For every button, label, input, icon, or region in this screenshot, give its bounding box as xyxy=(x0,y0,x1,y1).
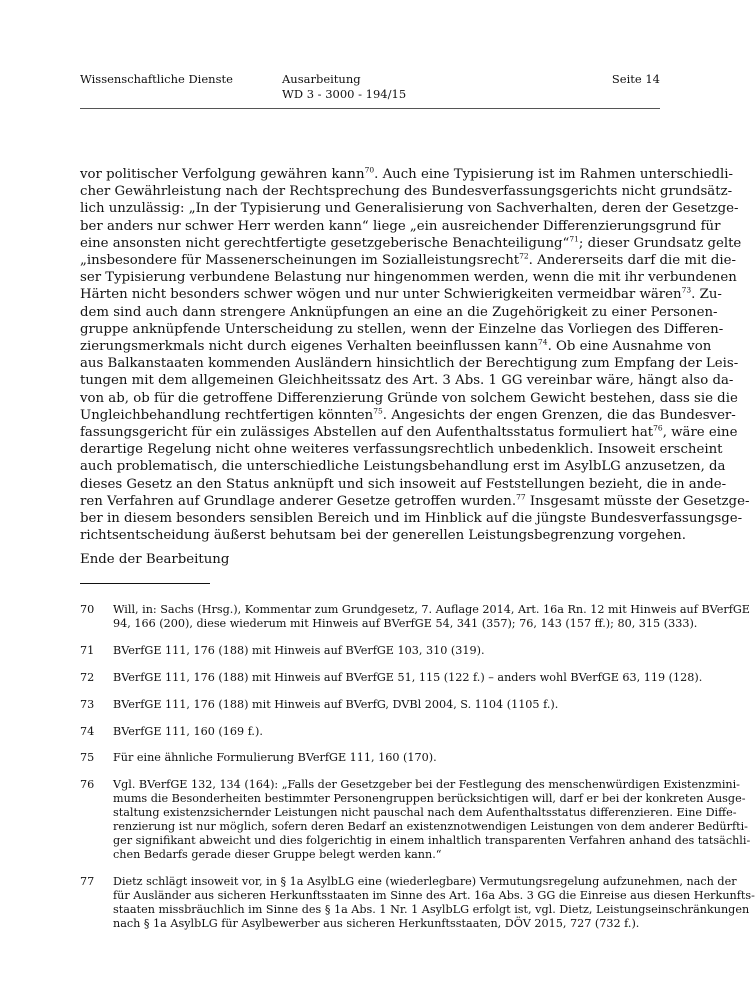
body-line-text: Härten nicht besonders schwer wögen und nur unter Schwierigkeiten vermeidbar wären xyxy=(80,287,682,303)
footnote-number: 73 xyxy=(80,697,95,711)
page-header xyxy=(80,72,660,104)
footnote-reference[interactable]: 72 xyxy=(519,251,529,261)
body-line-text: . Angesichts der engen Grenzen, die das Bundesver- xyxy=(382,407,736,423)
footnote-text: Für eine ähnliche Formulierung BVerfGE 111, 160 (170). xyxy=(113,751,437,765)
header-divider xyxy=(80,108,660,109)
body-line xyxy=(80,218,721,235)
body-line xyxy=(80,269,737,286)
body-line xyxy=(80,286,722,303)
footnote-reference[interactable]: 77 xyxy=(516,492,526,502)
body-line-text: dem sind auch dann strengere Anknüpfungen an eine an die Zugehörigkeit zu einer Personen- xyxy=(80,304,718,320)
body-line xyxy=(80,337,712,355)
footnote xyxy=(80,698,660,712)
body-line-text: fassungsgericht für ein zulässiges Abstellen auf den Aufenthaltsstatus formuliert hat xyxy=(80,425,654,441)
body-line-text: tungen mit dem allgemeinen Gleichheitssatz des Art. 3 Abs. 1 GG vereinbar wäre, hängt also da- xyxy=(80,373,734,389)
footnote-number: 76 xyxy=(80,778,95,792)
body-line xyxy=(80,406,736,424)
body-line-text: vor politischer Verfolgung gewähren kann xyxy=(80,167,365,182)
footnote-number: 74 xyxy=(80,724,95,738)
footnote-reference[interactable]: 73 xyxy=(681,286,692,295)
footnote-text: Dietz schlägt insoweit vor, in § 1a AsylbLG eine (wiederlegbare) Vermutungsregelung aufzunehmen, nach der xyxy=(113,874,737,888)
footnote xyxy=(80,603,750,631)
footnote-number: 77 xyxy=(80,874,95,888)
footnote xyxy=(80,670,703,685)
body-line-text: eine ansonsten nicht gerechtfertigte gesetzgeberische Benachteiligung“ xyxy=(80,235,570,251)
footnote-text: für Ausländer aus sicheren Herkunftsstaaten im Sinne des Art. 16a Abs. 3 GG die Einreise aus diesen Herkunfts- xyxy=(113,888,755,902)
body-line-text: . Ob eine Ausnahme von xyxy=(547,339,712,355)
footnote-number: 70 xyxy=(80,603,95,616)
footnote-text: BVerfGE 111, 176 (188) mit Hinweis auf BVerfG, DVBl 2004, S. 1104 (1105 f.). xyxy=(113,697,559,711)
footnote-reference[interactable]: 70 xyxy=(364,165,375,175)
footnote-text: staltung existenzsichernder Leistungen nicht pauschal nach dem Aufenthaltsstatus differenzieren. Eine Diffe- xyxy=(113,806,737,820)
footnote-text: BVerfGE 111, 176 (188) mit Hinweis auf BVerfGE 103, 310 (319). xyxy=(113,643,485,657)
footnote xyxy=(80,751,660,765)
body-line-text: richtsentscheidung äußerst behutsam bei der generellen Leistungsbegrenzung vorgehen. xyxy=(80,528,686,544)
body-line-text: derartige Regelung nicht ohne weiteres verfassungsrechtlich unbedenklich. Insoweit erscheint xyxy=(80,442,723,458)
body-line-text: aus Balkanstaaten kommenden Ausländern hinsichtlich der Berechtigung zum Empfang der Leis- xyxy=(80,356,739,372)
footnote-text: renzierung ist nur möglich, sofern deren Bedarf an existenznotwendigen Leistungen von dem anderer Bedürfti- xyxy=(113,820,748,834)
footnote-reference[interactable]: 74 xyxy=(538,337,548,347)
header-doc-label: Ausarbeitung xyxy=(282,72,361,86)
header-page-number: Seite 14 xyxy=(611,72,660,86)
body-line-text: . Zu- xyxy=(691,287,722,303)
footnote-text: BVerfGE 111, 176 (188) mit Hinweis auf BVerfGE 51, 115 (122 f.) – anders wohl BVerfGE 63, 119 (128). xyxy=(113,670,703,684)
footnote-list xyxy=(80,603,755,943)
body-line xyxy=(80,183,733,200)
body-line xyxy=(80,390,738,407)
footnote-text: Vgl. BVerfGE 132, 134 (164): „Falls der Gesetzgeber bei der Festlegung des menschenwürdigen Existenzmini- xyxy=(113,778,740,792)
body-line xyxy=(80,423,738,441)
body-line xyxy=(80,372,734,389)
body-line-text: zierungsmerkmals nicht durch eigenes Verhalten beeinflussen kann xyxy=(80,339,539,355)
footnote-text: ger signifikant abweicht und dies folgerichtig in einem inhaltlich transparenten Verfahren anhand des tatsächli- xyxy=(113,833,751,847)
footnote-text: BVerfGE 111, 160 (169 f.). xyxy=(113,724,263,738)
footnote-divider xyxy=(80,583,210,584)
body-line xyxy=(80,304,718,321)
footnote-reference[interactable]: 75 xyxy=(373,406,383,416)
body-line-text: . Auch eine Typisierung ist im Rahmen unterschiedli- xyxy=(374,167,734,182)
footnote-text: nach § 1a AsylbLG für Asylbewerber aus sicheren Herkunftsstaaten, DÖV 2015, 727 (732 f.). xyxy=(113,916,640,930)
footnote xyxy=(80,725,660,739)
body-line-text: dieses Gesetz an den Status anknüpft und sich insoweit auf Feststellungen bezieht, die in ande- xyxy=(80,476,727,492)
body-line-text: lich unzulässig: „In der Typisierung und Generalisierung von Sachverhalten, deren der Gesetzge- xyxy=(80,201,739,217)
footnote-number: 72 xyxy=(80,670,95,684)
body-line xyxy=(80,476,727,493)
body-line xyxy=(80,251,736,269)
footnote-number: 75 xyxy=(80,751,95,765)
body-line xyxy=(80,527,686,544)
body-line-text: auch problematisch, die unterschiedliche Leistungsbehandlung erst im AsylbLG anzusetzen, da xyxy=(80,459,726,475)
body-line xyxy=(80,165,734,183)
body-paragraph xyxy=(80,165,750,544)
body-line-text: „insbesondere für Massenerscheinungen im Sozialleistungsrecht xyxy=(80,253,520,269)
body-line-text: ; dieser Grundsatz gelte xyxy=(578,235,742,251)
body-line xyxy=(80,441,723,458)
body-line-text: , wäre eine xyxy=(662,425,738,441)
footnote xyxy=(80,644,660,658)
body-line xyxy=(80,492,750,510)
body-line xyxy=(80,321,724,338)
body-line-text: Ungleichbehandlung rechtfertigen könnten xyxy=(80,407,374,423)
header-department: Wissenschaftliche Dienste xyxy=(80,72,233,86)
body-line xyxy=(80,458,726,475)
body-line-text: ber in diesem besonders sensiblen Bereich und im Hinblick auf die jüngste Bundesverfassungsge- xyxy=(80,511,743,527)
body-line xyxy=(80,510,743,527)
footnote-text: 94, 166 (200), diese wiederum mit Hinweis auf BVerfGE 54, 341 (357); 76, 143 (157 ff.); 80, 315 (333). xyxy=(113,616,698,630)
footnote-text: mums die Besonderheiten bestimmter Personengruppen berücksichtigen will, darf er bei der konkreten Ausge- xyxy=(113,792,746,806)
header-doc-number: WD 3 - 3000 - 194/15 xyxy=(282,87,407,101)
body-line-text: gruppe anknüpfende Unterscheidung zu stellen, wenn der Einzelne das Vorliegen des Differen- xyxy=(80,321,724,337)
footnote-reference[interactable]: 76 xyxy=(653,423,663,433)
body-line-text: Insgesamt müsste der Gesetzge- xyxy=(525,493,750,509)
body-line xyxy=(80,355,739,372)
footnote-text: Will, in: Sachs (Hrsg.), Kommentar zum Grundgesetz, 7. Auflage 2014, Art. 16a Rn. 12 mit Hinweis auf BVerfGE xyxy=(113,603,750,616)
footnote xyxy=(80,874,755,931)
body-line-text: cher Gewährleistung nach der Rechtsprechung des Bundesverfassungsgerichts nicht grundsätz- xyxy=(80,184,733,200)
footnote-reference[interactable]: 71 xyxy=(569,234,579,244)
body-line xyxy=(80,200,739,217)
footnote-text: staaten missbräuchlich im Sinne des § 1a Abs. 1 Nr. 1 AsylbLG erfolgt ist, vgl. Dietz, Leistungseinschränkungen xyxy=(113,902,750,916)
footnote-text: chen Bedarfs gerade dieser Gruppe belegt werden kann.“ xyxy=(113,847,442,861)
header-document-type xyxy=(282,72,406,102)
end-title: Ende der Bearbeitung xyxy=(80,552,230,567)
body-line-text: ren Verfahren auf Grundlage anderer Gesetze getroffen wurden. xyxy=(80,493,517,509)
body-line-text: von ab, ob für die getroffene Differenzierung Gründe von solchem Gewicht bestehen, dass sie die xyxy=(80,390,738,406)
footnote xyxy=(80,778,751,861)
body-line-text: . Andererseits darf die mit die- xyxy=(528,253,736,269)
body-line-text: ser Typisierung verbundene Belastung nur hingenommen werden, wenn die mit ihr verbundenen xyxy=(80,270,737,286)
footnote-number: 71 xyxy=(80,643,95,657)
body-line xyxy=(80,234,742,252)
body-line-text: ber anders nur schwer Herr werden kann“ liege „ein ausreichender Differenzierungsgrund für xyxy=(80,218,721,234)
